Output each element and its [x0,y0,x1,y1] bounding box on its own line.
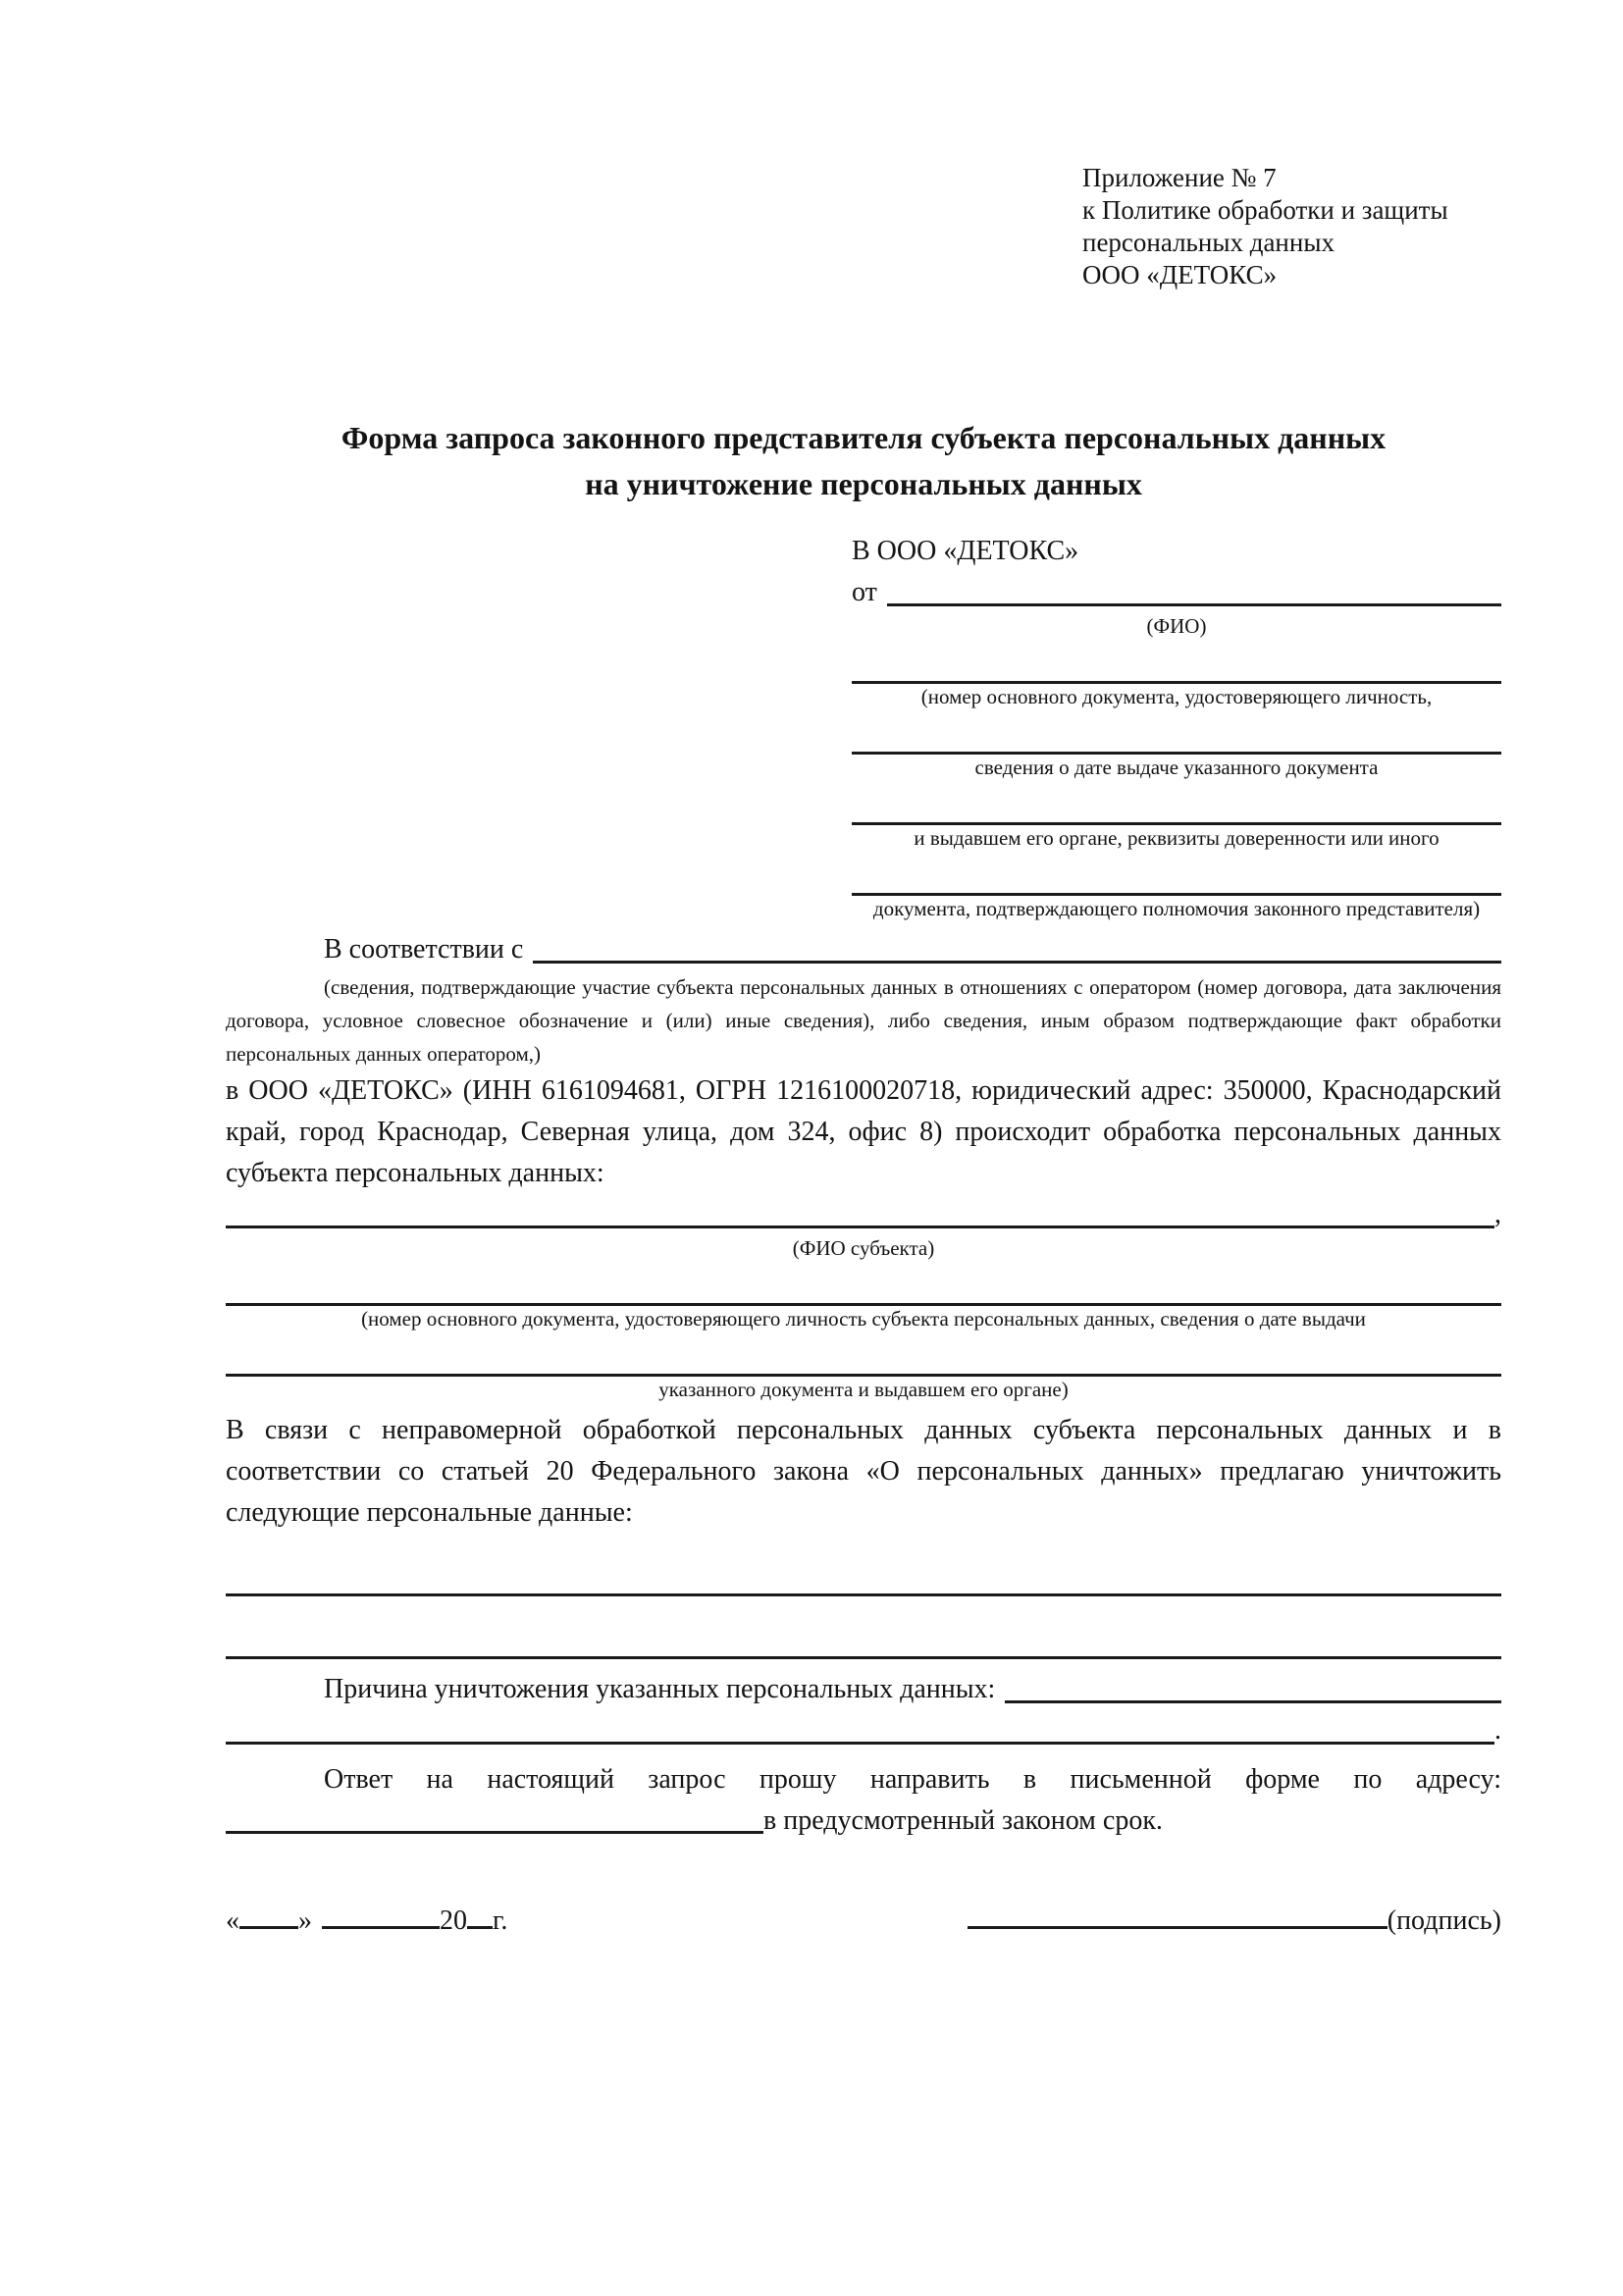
accordance-blank-line[interactable] [533,929,1501,964]
doc-authority-blank-line[interactable] [852,780,1501,825]
subject-doc-caption-2: указанного документа и выдавшем его органе) [658,1378,1069,1401]
doc-powers-blank-line[interactable] [852,851,1501,896]
subject-doc-blank-line-2[interactable] [226,1331,1501,1377]
from-label: от [852,577,877,607]
addressee-from-row [852,572,1501,613]
reason-period: . [1494,1715,1501,1746]
doc-issue-date-caption: сведения о дате выдаче указанного документа [974,756,1379,779]
accordance-lead: В соответствии с [324,934,524,965]
date-day-blank-line[interactable] [239,1897,298,1929]
signature-blank-line[interactable] [968,1897,1387,1929]
request-paragraph: В связи с неправомерной обработкой персональных данных субъекта персональных данных и в соответствии со статьей 20 Федерального закона «О персональных данных» предлагаю уничтожить следующие персональные данные: [226,1415,1501,1528]
reason-continuation-row [226,1710,1501,1751]
addressee-to: В ООО «ДЕТОКС» [852,536,1079,566]
date-year-suffix: г. [493,1905,508,1936]
answer-paragraph [226,1759,1501,1842]
reason-label: Причина уничтожения указанных персональных данных: [324,1674,996,1704]
reason-blank-line-2[interactable] [226,1710,1494,1745]
representative-doc-group [852,639,1501,921]
appendix-company: ООО «ДЕТОКС» [1082,260,1278,289]
doc-number-caption: (номер основного документа, удостоверяющего личность, [920,685,1433,708]
page-title [226,415,1501,507]
subject-trailing-comma: , [1494,1199,1501,1229]
fio-caption: (ФИО) [1146,614,1207,638]
data-to-destroy-blank-line-1[interactable] [226,1551,1501,1596]
date-century: 20 [440,1905,467,1936]
signature-caption: (подпись) [1387,1905,1501,1936]
doc-number-blank-line[interactable] [852,639,1501,684]
answer-lead: Ответ на настоящий запрос прошу направить в письменной форме по адресу: [324,1764,1501,1795]
addressee-block [852,531,1501,921]
page-title-line1: Форма запроса законного представителя субъекта персональных данных [340,420,1387,455]
appendix-policy-line1: к Политике обработки и защиты [1082,195,1448,225]
date-signature-row [226,1897,1501,1942]
accordance-note: (сведения, подтверждающие участие субъекта персональных данных в отношениях с оператором (номер договора, дата заключения договора, условное словесное обозначение и (или) иные сведения), либо сведения, иным образом подтверждающие факт обработки персональных данных оператором,) [226,975,1501,1066]
subject-fio-blank-line[interactable] [226,1194,1494,1228]
reason-blank-line[interactable] [1005,1669,1501,1703]
date-year-blank-line[interactable] [467,1897,493,1929]
appendix-policy-line2: персональных данных [1082,228,1335,257]
subject-doc-blank-line-1[interactable] [226,1261,1501,1306]
appendix-number: Приложение № 7 [1082,163,1277,192]
appendix-header [1082,162,1501,291]
accordance-row [226,929,1501,970]
date-quote-close: » [298,1905,312,1936]
operator-paragraph: в ООО «ДЕТОКС» (ИНН 6161094681, ОГРН 1216100020718, юридический адрес: 350000, Краснодарский край, город Краснодар, Северная улица, дом 324, офис 8) происходит обработка персональных данных субъекта персональных данных: [226,1075,1501,1188]
representative-fio-blank-line[interactable] [887,572,1501,606]
answer-address-blank-line[interactable] [226,1801,763,1834]
data-to-destroy-blank-line-2[interactable] [226,1614,1501,1659]
doc-authority-caption: и выдавшем его органе, реквизиты доверенности или иного [914,826,1440,850]
reason-row [226,1669,1501,1710]
doc-issue-date-blank-line[interactable] [852,709,1501,755]
page-title-line2: на уничтожение персональных данных [585,466,1142,501]
doc-powers-caption: документа, подтверждающего полномочия законного представителя) [872,897,1481,920]
date-group [226,1897,507,1942]
subject-fio-caption: (ФИО субъекта) [792,1236,935,1260]
subject-doc-caption-1: (номер основного документа, удостоверяющего личность субъекта персональных данных, сведения о дате выдачи [361,1307,1366,1331]
subject-fio-row [226,1194,1501,1235]
date-month-blank-line[interactable] [322,1897,440,1929]
signature-group [968,1897,1501,1942]
answer-tail: в предусмотренный законом срок. [763,1805,1163,1836]
date-quote-open: « [226,1905,239,1936]
